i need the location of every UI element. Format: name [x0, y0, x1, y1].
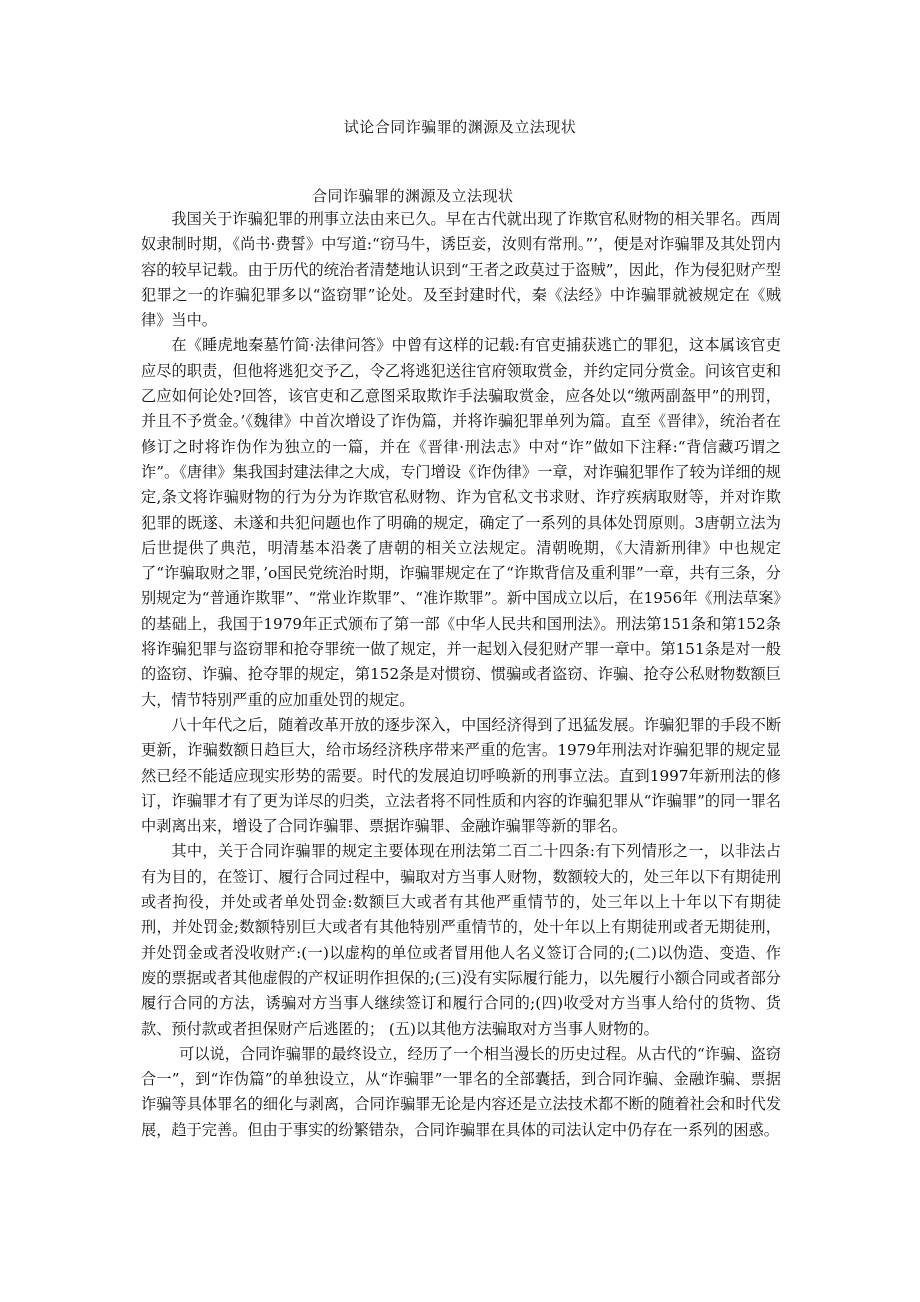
- paragraph-2: 在《睡虎地秦墓竹简·法律问答》中曾有这样的记载:有官吏捕获逃亡的罪犯，这本属该官吏应尽的职责，但他将逃犯交予乙，令乙将逃犯送往官府领取赏金，并约定同分赏金。问该官吏和乙应如何论处?回答，该官吏和乙意图采取欺诈手法骗取赏金，应各处以“缴两副盔甲”的刑罚，并且不予赏金。’《魏律》中首次增设了诈伪篇，并将诈骗犯罪单列为篇。直至《晋律》，统治者在修订之时将诈伪作为独立的一篇，并在《晋律·刑法志》中对“诈”做如下注释:“背信藏巧谓之诈”。《唐律》集我国封建法律之大成，专门增设《诈伪律》一章，对诈骗犯罪作了较为详细的规定,条文将诈骗财物的行为分为诈欺官私财物、诈为官私文书求财、诈疗疾病取财等，并对诈欺犯罪的既遂、未遂和共犯问题也作了明确的规定，确定了一系列的具体处罚原则。3唐朝立法为后世提供了典范，明清基本沿袭了唐朝的相关立法规定。清朝晚期，《大清新刑律》中也规定了“诈骗取财之罪，’o国民党统治时期，诈骗罪规定在了“诈欺背信及重利罪”一章，共有三条，分别规定为“普通诈欺罪”、“常业诈欺罪”、“准诈欺罪”。新中国成立以后，在1956年《刑法草案》的基础上，我国于1979年正式颁布了第一部《中华人民共和国刑法》。刑法第151条和第152条将诈骗犯罪与盗窃罪和抢夺罪统一做了规定，并一起划入侵犯财产罪一章中。第151条是对一般的盗窃、诈骗、抢夺罪的规定，第152条是对惯窃、惯骗或者盗窃、诈骗、抢夺公私财物数额巨大，情节特别严重的应加重处罚的规定。: [141, 336, 781, 709]
- document-body: [141, 207, 781, 1143]
- paragraph-4: 其中，关于合同诈骗罪的规定主要体现在刑法第二百二十四条:有下列情形之一，以非法占有为目的，在签订、履行合同过程中，骗取对方当事人财物，数额较大的，处三年以下有期徒刑或者拘役，并处或者单处罚金:数额巨大或者有其他严重情节的，处三年以上十年以下有期徒刑，并处罚金;数额特别巨大或者有其他特别严重情节的，处十年以上有期徒刑或者无期徒刑，并处罚金或者没收财产:(一)以虚构的单位或者冒用他人名义签订合同的;(二)以伪造、变造、作废的票据或者其他虚假的产权证明作担保的;(三)没有实际履行能力，以先履行小额合同或者部分履行合同的方法，诱骗对方当事人继续签订和履行合同的;(四)收受对方当事人给付的货物、货款、预付款或者担保财产后逃匿的； (五)以其他方法骗取对方当事人财物的。: [141, 842, 781, 1038]
- paragraph-5: 可以说，合同诈骗罪的最终设立，经历了一个相当漫长的历史过程。从古代的“诈骗、盗窃合一”，到“诈伪篇”的单独设立，从“诈骗罪”一罪名的全部囊括，到合同诈骗、金融诈骗、票据诈骗等具体罪名的细化与剥离，合同诈骗罪无论是内容还是立法技术都不断的随着社会和时代发展，趋于完善。但由于事实的纷繁错杂，合同诈骗罪在具体的司法认定中仍存在一系列的困惑。: [141, 1044, 781, 1139]
- paragraph-3: 八十年代之后，随着改革开放的逐步深入，中国经济得到了迅猛发展。诈骗犯罪的手段不断更新，诈骗数额日趋巨大，给市场经济秩序带来严重的危害。1979年刑法对诈骗犯罪的规定显然已经不能适应现实形势的需要。时代的发展迫切呼唤新的刑事立法。直到1997年新刑法的修订，诈骗罪才有了更为详尽的归类，立法者将不同性质和内容的诈骗犯罪从“诈骗罪”的同一罪名中剥离出来，增设了合同诈骗罪、票据诈骗罪、金融诈骗罪等新的罪名。: [141, 715, 781, 836]
- document-title: 试论合同诈骗罪的渊源及立法现状: [343, 118, 577, 136]
- section-title: 合同诈骗罪的渊源及立法现状: [312, 187, 514, 205]
- paragraph-1: 我国关于诈骗犯罪的刑事立法由来已久。早在古代就出现了诈欺官私财物的相关罪名。西周奴隶制时期，《尚书·费誓》中写道:“窃马牛，诱臣妾，汝则有常刑。”’，便是对诈骗罪及其处罚内容的较早记载。由于历代的统治者清楚地认识到“王者之政莫过于盗贼”，因此，作为侵犯财产型犯罪之一的诈骗犯罪多以“盗窃罪”论处。及至封建时代，秦《法经》中诈骗罪就被规定在《贼律》当中。: [141, 210, 781, 330]
